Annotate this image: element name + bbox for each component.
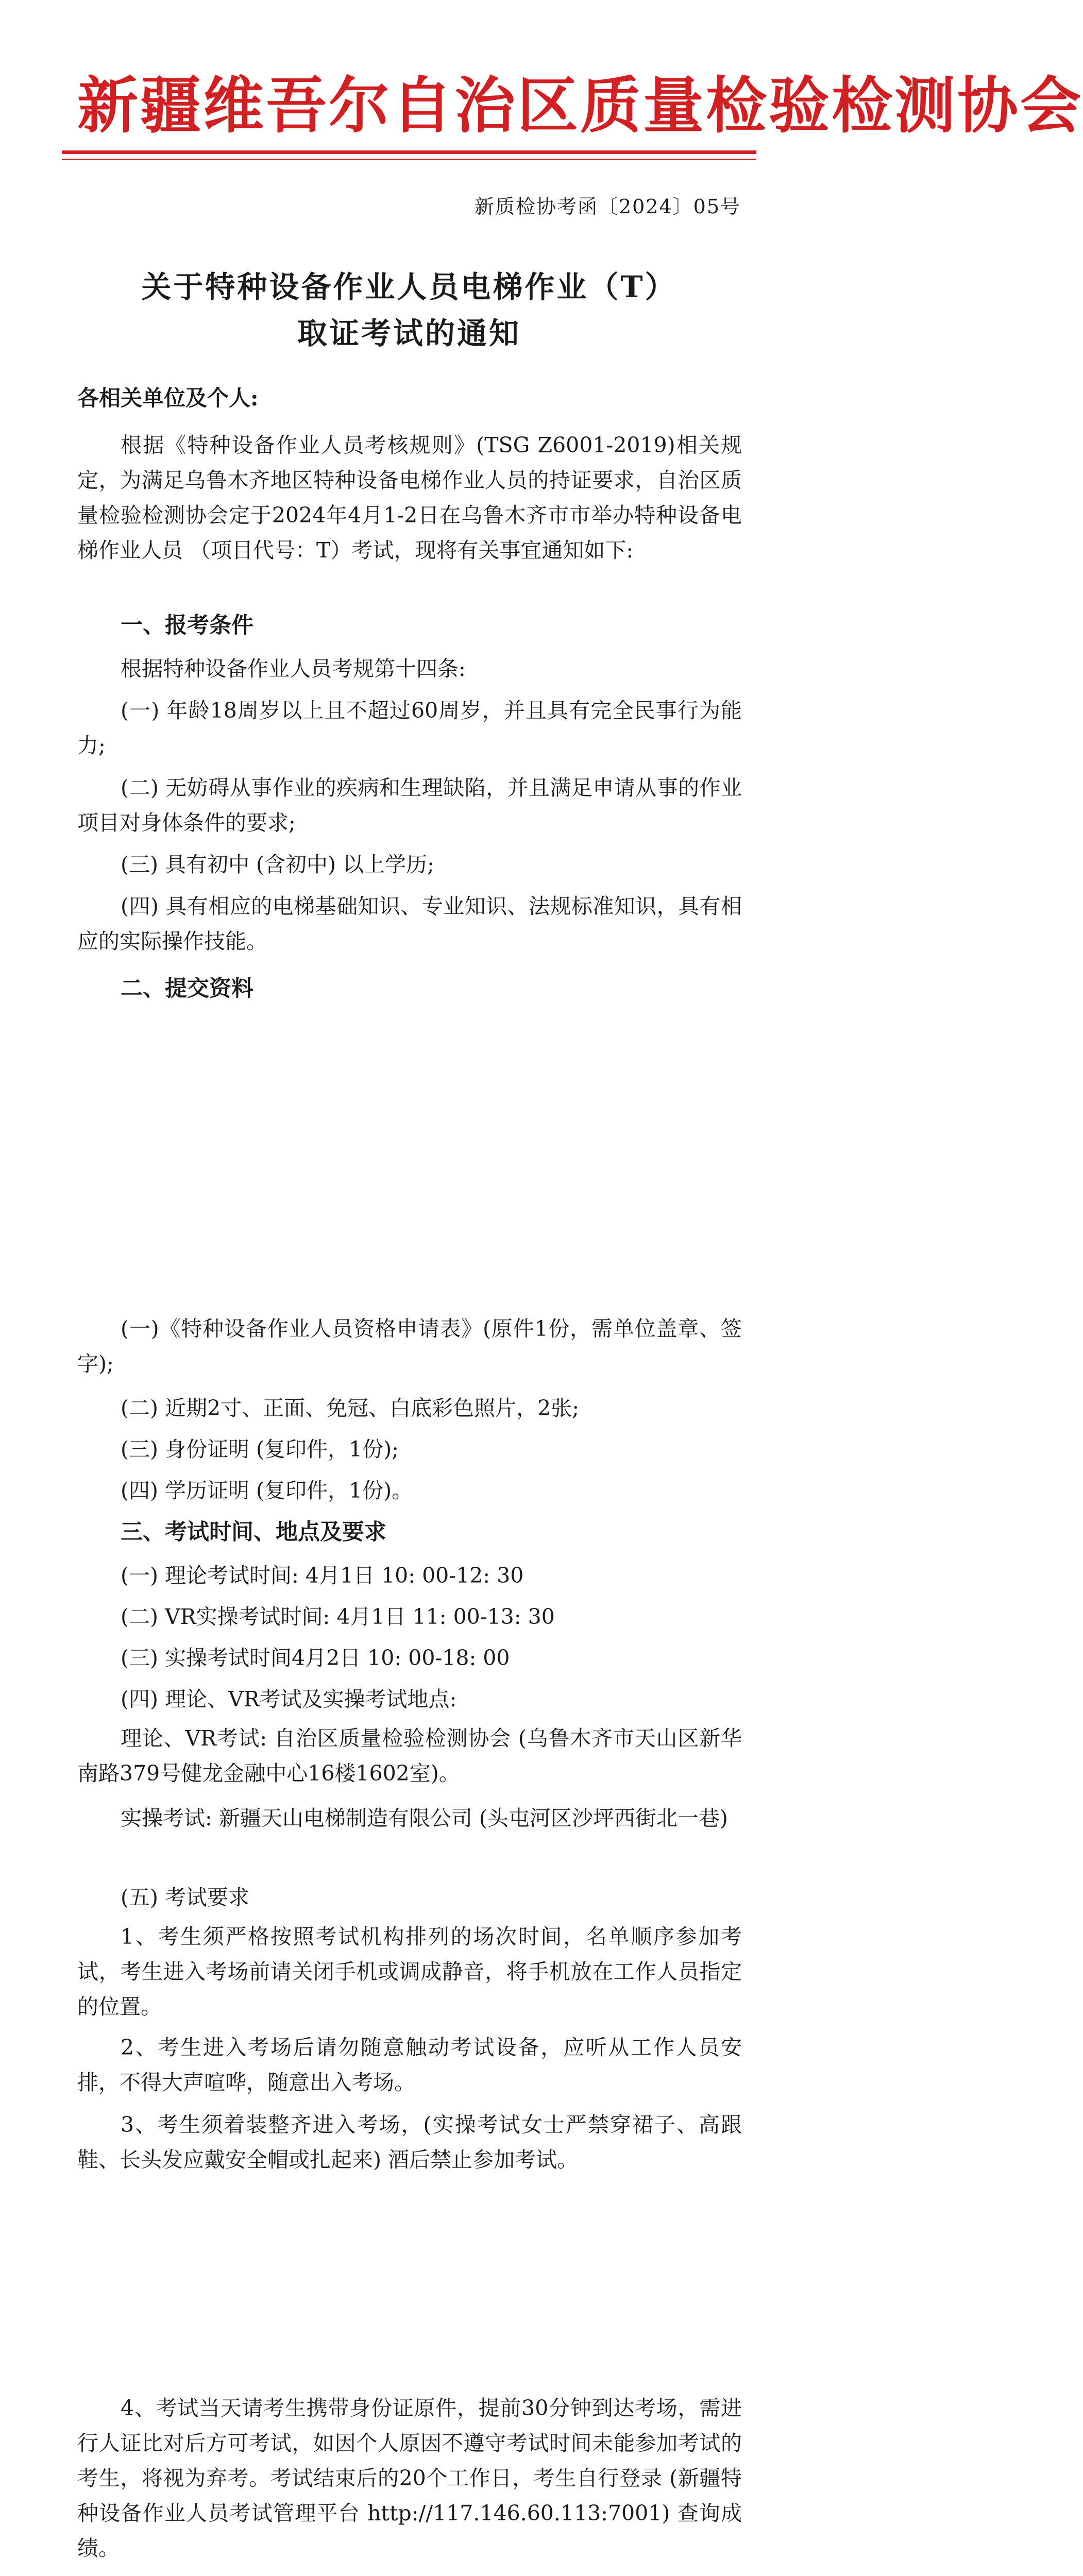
- requirement-item: 2、考生进入考场后请勿随意触动考试设备，应听从工作人员安排，不得大声喧哗，随意出入考场。: [77, 2035, 742, 2095]
- section-1-heading: 一、报考条件: [121, 613, 253, 638]
- section-2-heading: 二、提交资料: [121, 976, 253, 1002]
- requirements-heading: (五) 考试要求: [121, 1885, 250, 1910]
- section-1-item: (二) 无妨碍从事作业的疾病和生理缺陷，并且满足申请从事的作业项目对身体条件的要求;: [77, 775, 742, 835]
- theory-location: 理论、VR考试: 自治区质量检验检测协会 (乌鲁木齐市天山区新华南路379号健龙金融中心16楼1602室)。: [77, 1726, 742, 1786]
- section-1-lead: 根据特种设备作业人员考规第十四条:: [121, 656, 466, 681]
- requirement-item: 4、考试当天请考生携带身份证原件，提前30分钟到达考场，需进行人证比对后方可考试，如因个人原因不遵守考试时间未能参加考试的考生，将视为弃考。考试结束后的20个工作日，考生自行登录 (新疆特种设备作业人员考试管理平台 http://117.146.60.113:7001) 查询成绩。: [77, 2396, 742, 2561]
- section-3-heading: 三、考试时间、地点及要求: [121, 1519, 386, 1545]
- exam-time-item: (一) 理论考试时间: 4月1日 10: 00-12: 30: [121, 1563, 524, 1588]
- practical-location: 实操考试: 新疆天山电梯制造有限公司 (头屯河区沙坪西街北一巷): [121, 1806, 728, 1831]
- exam-time-item: (二) VR实操考试时间: 4月1日 11: 00-13: 30: [121, 1604, 555, 1629]
- requirement-item: 3、考生须着装整齐进入考场，(实操考试女士严禁穿裙子、高跟鞋、长头发应戴安全帽或扎起来) 酒后禁止参加考试。: [77, 2112, 742, 2172]
- exam-time-item: (三) 实操考试时间4月2日 10: 00-18: 00: [121, 1646, 510, 1670]
- letterhead-rule-thin: [62, 159, 756, 160]
- section-2-item: (一)《特种设备作业人员资格申请表》(原件1份，需单位盖章、签字);: [77, 1316, 742, 1376]
- section-2-item: (二) 近期2寸、正面、免冠、白底彩色照片，2张;: [121, 1396, 580, 1420]
- section-1-item: (一) 年龄18周岁以上且不超过60周岁，并且具有完全民事行为能力;: [77, 698, 742, 758]
- notice-title-line-2: 取证考试的通知: [297, 316, 521, 351]
- section-4-heading: [121, 2571, 342, 2576]
- addressee: 各相关单位及个人:: [77, 385, 259, 411]
- requirement-item: 1、考生须严格按照考试机构排列的场次时间，名单顺序参加考试，考生进入考场前请关闭手机或调成静音，将手机放在工作人员指定的位置。: [77, 1924, 742, 2019]
- notice-title-line-1: 关于特种设备作业人员电梯作业（T）: [141, 269, 677, 304]
- document-number: 新质检协考函〔2024〕05号: [474, 195, 741, 218]
- section-1-item: (四) 具有相应的电梯基础知识、专业知识、法规标准知识，具有相应的实际操作技能。: [77, 894, 742, 954]
- exam-time-item: (四) 理论、VR考试及实操考试地点:: [121, 1687, 457, 1711]
- intro-paragraph: 根据《特种设备作业人员考核规则》(TSG Z6001-2019)相关规定，为满足乌鲁木齐地区特种设备电梯作业人员的持证要求，自治区质量检验检测协会定于2024年4月1-2日在乌鲁木齐市市举办特种设备电梯作业人员 （项目代号：T）考试，现将有关事宜通知如下:: [77, 433, 742, 563]
- section-2-item: (四) 学历证明 (复印件，1份)。: [121, 1478, 413, 1503]
- letterhead-title: 新疆维吾尔自治区质量检验检测协会: [77, 70, 1083, 141]
- section-2-item: (三) 身份证明 (复印件，1份);: [121, 1437, 399, 1462]
- letterhead-rule: [62, 150, 756, 154]
- section-1-item: (三) 具有初中 (含初中) 以上学历;: [121, 852, 434, 877]
